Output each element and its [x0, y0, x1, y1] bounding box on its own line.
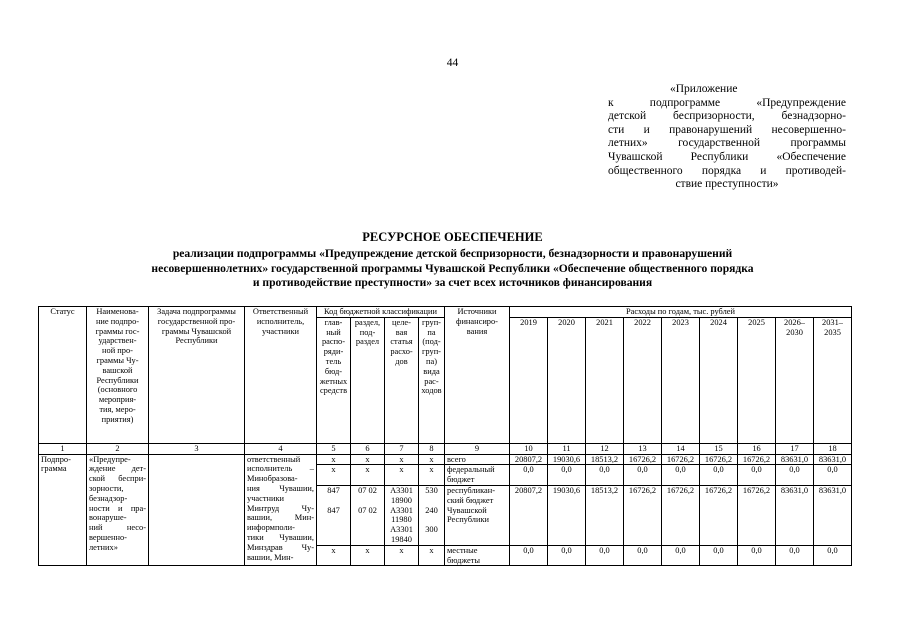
header-responsible — [245, 307, 317, 444]
cell-code-text: x — [331, 545, 336, 555]
header-budget-sub-text: целе- — [392, 317, 411, 327]
column-number-text: 8 — [429, 443, 434, 453]
cell-value-text: 0,0 — [751, 545, 762, 555]
column-number-text: 12 — [600, 443, 609, 453]
column-number — [245, 443, 317, 454]
cell-value-text: 0,0 — [523, 545, 534, 555]
header-budget-sub-text: па — [427, 327, 436, 337]
page-number: 44 — [446, 57, 459, 69]
column-number — [87, 443, 149, 454]
cell-value — [700, 454, 738, 465]
header-name — [87, 307, 149, 444]
cell-code — [317, 465, 351, 486]
cell-code-text: x — [331, 454, 336, 464]
column-number — [624, 443, 662, 454]
cell-value — [814, 485, 852, 545]
column-number — [776, 443, 814, 454]
header-name-text: Наименова- — [96, 307, 139, 316]
header-budget-sub-text: груп- — [422, 317, 441, 327]
column-number — [586, 443, 624, 454]
cell-value-text: 83631,0 — [780, 454, 809, 464]
cell-code-text: А3301 — [390, 525, 413, 535]
column-number-text: 14 — [676, 443, 685, 453]
header-budget-sub-text: ряди- — [323, 347, 344, 357]
cell-code — [351, 454, 385, 465]
cell-value — [548, 545, 586, 566]
cell-value-text: 19030,6 — [552, 485, 581, 495]
header-budget-sub-text: под- — [359, 327, 376, 337]
cell-value — [700, 485, 738, 545]
column-number-text: 11 — [562, 443, 571, 453]
cell-code — [317, 545, 351, 566]
cell-status-text: грамма — [41, 464, 67, 474]
column-number-text: 2 — [115, 443, 120, 453]
header-year — [700, 317, 738, 443]
cell-responsible-text: информполи- — [247, 523, 295, 533]
cell-responsible-text: вашии, Мин- — [247, 513, 314, 523]
appendix-line: к подпрограмме «Предупреждение — [608, 96, 846, 109]
header-year — [510, 317, 548, 443]
resource-table — [38, 306, 852, 566]
cell-value-text: 83631,0 — [780, 485, 809, 495]
header-year — [548, 317, 586, 443]
cell-value-text: 83631,0 — [818, 485, 847, 495]
cell-code — [385, 545, 419, 566]
cell-source-text: ский бюджет — [447, 495, 494, 505]
cell-value-text: 16726,2 — [666, 454, 695, 464]
header-name-text: мероприя- — [98, 395, 137, 405]
cell-code — [317, 454, 351, 465]
cell-code-text: x — [399, 545, 404, 555]
header-budget-sub-text: глав- — [324, 317, 343, 327]
appendix-line: детской беспризорности, безнадзорно- — [608, 110, 846, 123]
cell-code — [351, 545, 385, 566]
appendix-line: «Приложение — [670, 83, 738, 95]
header-budget-sub — [385, 317, 419, 443]
cell-code-text: 19840 — [391, 534, 412, 544]
cell-code-text: x — [365, 465, 370, 475]
header-responsible-text: Ответственный — [252, 307, 309, 316]
cell-value-text: 0,0 — [751, 465, 762, 475]
header-status-text: Статус — [50, 307, 75, 316]
header-year — [738, 317, 776, 443]
header-budget-sub — [419, 317, 445, 443]
cell-source-text: республикан- — [447, 485, 496, 495]
cell-value-text: 0,0 — [675, 545, 686, 555]
cell-value-text: 19030,6 — [552, 454, 581, 464]
document-title: РЕСУРСНОЕ ОБЕСПЕЧЕНИЕ — [362, 230, 543, 244]
header-budget-sub-text: раздел, — [354, 317, 381, 327]
document-subtitle — [60, 247, 845, 291]
header-sources — [445, 307, 510, 444]
cell-source — [445, 465, 510, 486]
cell-value — [624, 465, 662, 486]
cell-code-text: 11980 — [391, 515, 412, 525]
appendix-line: общественного порядка и противодей- — [608, 164, 846, 177]
column-number — [662, 443, 700, 454]
column-number-row — [39, 443, 852, 454]
cell-value — [586, 454, 624, 465]
header-budget-sub-text: вая — [395, 327, 408, 337]
header-task — [149, 307, 245, 444]
appendix-line: сти и правонарушений несовершенно- — [608, 123, 846, 136]
cell-code — [385, 465, 419, 486]
cell-code-text — [353, 496, 382, 506]
header-year — [814, 317, 852, 443]
header-budget-code-text: Код бюджетной классификации — [323, 307, 437, 316]
cell-value-text: 0,0 — [561, 545, 572, 555]
cell-code-text: 07 02 — [358, 505, 377, 515]
cell-value — [662, 454, 700, 465]
cell-value-text: 18513,2 — [590, 454, 619, 464]
header-sources-text: финансиро- — [456, 316, 498, 326]
cell-value — [738, 454, 776, 465]
header-budget-sub-text: па) — [426, 356, 437, 366]
cell-value — [738, 485, 776, 545]
header-budget-sub-text: груп- — [422, 347, 441, 357]
cell-source-text: Республики — [447, 515, 490, 525]
header-year-text: 2023 — [672, 317, 689, 327]
cell-code — [419, 454, 445, 465]
cell-responsible-text: участники — [247, 493, 285, 503]
cell-value — [510, 465, 548, 486]
header-budget-sub-text: (под- — [422, 337, 441, 347]
cell-name — [87, 454, 149, 566]
header-budget-sub-text: статья — [390, 337, 413, 347]
header-responsible-text: исполнитель, — [256, 316, 305, 326]
header-expenses-text: Расходы по годам, тыс. рублей — [626, 307, 735, 316]
header-budget-code — [317, 307, 445, 318]
cell-task-text — [151, 455, 242, 465]
header-budget-sub-text: ный — [326, 327, 341, 337]
cell-code — [351, 465, 385, 486]
cell-responsible-text: тики Чувашии, — [247, 532, 314, 542]
cell-value-text: 16726,2 — [742, 485, 771, 495]
subtitle-line: реализации подпрограммы «Предупреждение детской беспризорности, безнадзорности и правонарушений — [172, 247, 733, 260]
column-number-text: 7 — [399, 443, 404, 453]
cell-value-text: 0,0 — [827, 465, 838, 475]
table-body — [39, 307, 852, 566]
header-year — [586, 317, 624, 443]
header-year-text: 2030 — [786, 327, 803, 337]
column-number-text: 10 — [524, 443, 533, 453]
header-status — [39, 307, 87, 444]
column-number — [39, 443, 87, 454]
cell-responsible-text: Минобразова- — [247, 474, 298, 484]
cell-value — [700, 465, 738, 486]
cell-value — [624, 545, 662, 566]
cell-source-text: бюджеты — [447, 555, 481, 565]
header-year-text: 2021 — [596, 317, 613, 327]
header-sources-text: Источники — [457, 307, 497, 316]
header-expenses — [510, 307, 852, 318]
cell-value — [662, 465, 700, 486]
header-task-text: граммы Чувашской — [161, 326, 232, 336]
cell-value — [738, 545, 776, 566]
cell-value — [548, 454, 586, 465]
header-year-text: 2024 — [710, 317, 727, 327]
cell-code-text: А3301 — [390, 485, 413, 495]
cell-value-text: 0,0 — [789, 545, 800, 555]
cell-code-text: 18900 — [391, 495, 412, 505]
cell-value-text: 0,0 — [599, 545, 610, 555]
header-name-text: ние подпро- — [95, 316, 140, 326]
header-budget-sub-text: вида — [423, 366, 440, 376]
column-number-text: 4 — [278, 443, 283, 453]
header-year-text: 2019 — [520, 317, 537, 327]
cell-value — [662, 485, 700, 545]
cell-source-text: федеральный — [447, 465, 495, 475]
cell-code-text: 07 02 — [358, 485, 377, 495]
cell-code-text: x — [429, 454, 434, 464]
column-number — [351, 443, 385, 454]
cell-code-text: x — [365, 545, 370, 555]
cell-responsible-text: Минздрав Чу- — [247, 542, 314, 552]
column-number-text: 15 — [714, 443, 723, 453]
cell-value — [510, 454, 548, 465]
column-number-text: 9 — [474, 443, 480, 453]
cell-value — [814, 465, 852, 486]
header-name-text: тия, меро- — [99, 404, 136, 414]
cell-task — [149, 454, 245, 566]
cell-value-text: 0,0 — [637, 545, 648, 555]
header-budget-sub-text: тель — [325, 356, 342, 366]
cell-code-text: 300 — [425, 525, 438, 535]
cell-code — [385, 485, 419, 545]
header-name-text: (основного — [97, 385, 138, 395]
cell-value — [510, 545, 548, 566]
cell-value — [548, 485, 586, 545]
header-year-text: 2025 — [748, 317, 765, 327]
cell-value — [738, 465, 776, 486]
header-name-text: граммы Чу- — [96, 355, 139, 365]
cell-name-text: ний несо- — [89, 523, 146, 533]
cell-code-text — [319, 496, 348, 506]
cell-name-text: ской беспри- — [89, 474, 146, 484]
cell-responsible-text: исполнитель – — [247, 464, 314, 474]
cell-code-text: 847 — [327, 505, 340, 515]
cell-name-text: ждение дет- — [89, 464, 146, 474]
subtitle-line: и противодействие преступности» за счет всех источников финансирования — [252, 276, 653, 289]
appendix-line: ствие преступности» — [675, 178, 779, 191]
column-number — [814, 443, 852, 454]
appendix-note — [608, 83, 846, 192]
cell-source-text: бюджет — [447, 475, 475, 485]
cell-responsible-text: Минтруд Чу- — [247, 503, 314, 513]
header-task-text: государственной про- — [157, 316, 236, 326]
cell-name-text: летних» — [89, 542, 118, 552]
cell-value — [586, 485, 624, 545]
cell-value-text: 0,0 — [713, 545, 724, 555]
column-number — [317, 443, 351, 454]
appendix-line: Чувашской Республики «Обеспечение — [608, 150, 846, 163]
header-name-text: ной про- — [102, 346, 133, 356]
header-name-text: вашской — [102, 365, 133, 375]
cell-code — [419, 465, 445, 486]
cell-code-text: x — [365, 454, 370, 464]
cell-value — [624, 454, 662, 465]
cell-source-text: всего — [447, 454, 466, 464]
header-responsible-text: участники — [261, 326, 299, 336]
header-budget-sub-text: жетных — [319, 376, 348, 386]
cell-value — [662, 545, 700, 566]
cell-name-text: зорности, — [89, 483, 124, 493]
cell-source — [445, 454, 510, 465]
cell-value-text: 16726,2 — [704, 454, 733, 464]
cell-value-text: 83631,0 — [818, 454, 847, 464]
column-number — [700, 443, 738, 454]
header-budget-sub-text: рас- — [424, 376, 439, 386]
header-name-text: ударствен- — [98, 336, 137, 346]
column-number-text: 13 — [638, 443, 647, 453]
cell-code-text — [421, 496, 442, 506]
cell-value — [776, 465, 814, 486]
column-number — [445, 443, 510, 454]
cell-source-text: Чувашской — [447, 505, 487, 515]
column-number-text: 3 — [194, 443, 199, 453]
cell-code — [351, 485, 385, 545]
header-name-text: граммы гос- — [95, 326, 140, 336]
cell-responsible-text: вашии, Мин- — [247, 552, 294, 562]
column-number-text: 18 — [828, 443, 837, 453]
cell-code-text: x — [399, 465, 404, 475]
cell-code-text: 240 — [425, 505, 438, 515]
cell-value-text: 0,0 — [561, 465, 572, 475]
cell-value-text: 0,0 — [523, 465, 534, 475]
header-year-text: 2022 — [634, 317, 651, 327]
header-budget-sub-text: раздел — [355, 337, 380, 347]
cell-code-text: x — [331, 465, 336, 475]
cell-responsible-text: ния Чувашии, — [247, 483, 314, 493]
cell-value-text: 0,0 — [675, 465, 686, 475]
cell-value — [776, 454, 814, 465]
header-budget-sub-text: средств — [319, 386, 348, 396]
table-row — [39, 454, 852, 465]
cell-value — [624, 485, 662, 545]
cell-value — [586, 545, 624, 566]
cell-source — [445, 485, 510, 545]
header-year-text: 2026– — [784, 317, 805, 327]
header-budget-sub-text: распо- — [321, 337, 346, 347]
cell-value — [700, 545, 738, 566]
header-sources-text: вания — [466, 326, 488, 336]
cell-value-text: 0,0 — [599, 465, 610, 475]
subtitle-line: несовершеннолетних» государственной программы Чувашской Республики «Обеспечение общественного порядка — [151, 261, 754, 275]
cell-value-text: 16726,2 — [628, 454, 657, 464]
cell-code-text: x — [429, 545, 434, 555]
cell-code-text — [421, 515, 442, 525]
column-number — [738, 443, 776, 454]
header-budget-sub-text: расхо- — [390, 347, 413, 357]
cell-code-text: А3301 — [390, 505, 413, 515]
column-number — [510, 443, 548, 454]
column-number-text: 16 — [752, 443, 761, 453]
cell-value-text: 18513,2 — [590, 485, 619, 495]
cell-value — [510, 485, 548, 545]
column-number-text: 5 — [331, 443, 336, 453]
column-number — [149, 443, 245, 454]
cell-value-text: 0,0 — [713, 465, 724, 475]
header-budget-sub — [317, 317, 351, 443]
header-year-text: 2020 — [558, 317, 575, 327]
cell-responsible — [245, 454, 317, 566]
cell-value — [776, 545, 814, 566]
cell-value-text: 16726,2 — [742, 454, 771, 464]
cell-value-text: 16726,2 — [704, 485, 733, 495]
column-number-text: 6 — [365, 443, 370, 453]
cell-name-text: безнадзор- — [89, 493, 128, 503]
column-number — [548, 443, 586, 454]
cell-code — [317, 485, 351, 545]
header-budget-sub — [351, 317, 385, 443]
column-number-text: 17 — [790, 443, 799, 453]
cell-code-text: 847 — [327, 485, 340, 495]
cell-value-text: 0,0 — [789, 465, 800, 475]
header-budget-sub-text: дов — [395, 356, 408, 366]
cell-code-text: 530 — [425, 485, 438, 495]
cell-code — [419, 545, 445, 566]
header-budget-sub-text: бюд- — [324, 366, 343, 376]
cell-status — [39, 454, 87, 566]
cell-code-text: x — [429, 465, 434, 475]
header-task-text: Задача подпрограммы — [157, 307, 236, 316]
cell-value — [586, 465, 624, 486]
header-name-text: приятия) — [101, 414, 134, 424]
header-name-text: Республики — [96, 375, 139, 385]
cell-value-text: 20807,2 — [514, 485, 543, 495]
cell-value — [814, 454, 852, 465]
cell-code — [419, 485, 445, 545]
cell-value-text: 0,0 — [637, 465, 648, 475]
cell-code-text: x — [399, 454, 404, 464]
cell-value — [776, 485, 814, 545]
column-number — [385, 443, 419, 454]
cell-value-text: 20807,2 — [514, 454, 543, 464]
cell-status-text: Подпро- — [41, 454, 71, 464]
cell-code — [385, 454, 419, 465]
cell-name-text: вершенно- — [89, 532, 127, 542]
cell-source-text: местные — [447, 545, 478, 555]
cell-name-text: вонаруше- — [89, 513, 127, 523]
cell-value — [814, 545, 852, 566]
column-number-text: 1 — [60, 443, 65, 453]
header-task-text: Республики — [175, 336, 218, 346]
cell-source — [445, 545, 510, 566]
header-row — [39, 307, 852, 318]
header-year — [624, 317, 662, 443]
header-year — [662, 317, 700, 443]
cell-value — [548, 465, 586, 486]
cell-responsible-text: ответственный — [247, 454, 301, 464]
appendix-line: летних» государственной программы — [608, 137, 846, 150]
cell-value-text: 16726,2 — [628, 485, 657, 495]
cell-name-text: ности и пра- — [89, 503, 146, 513]
header-budget-sub-text: ходов — [421, 386, 442, 396]
column-number — [419, 443, 445, 454]
header-year — [776, 317, 814, 443]
cell-value-text: 0,0 — [827, 545, 838, 555]
cell-value-text: 16726,2 — [666, 485, 695, 495]
cell-name-text: «Предупре- — [89, 454, 131, 464]
header-year-text: 2031– — [822, 317, 843, 327]
header-year-text: 2035 — [824, 327, 841, 337]
